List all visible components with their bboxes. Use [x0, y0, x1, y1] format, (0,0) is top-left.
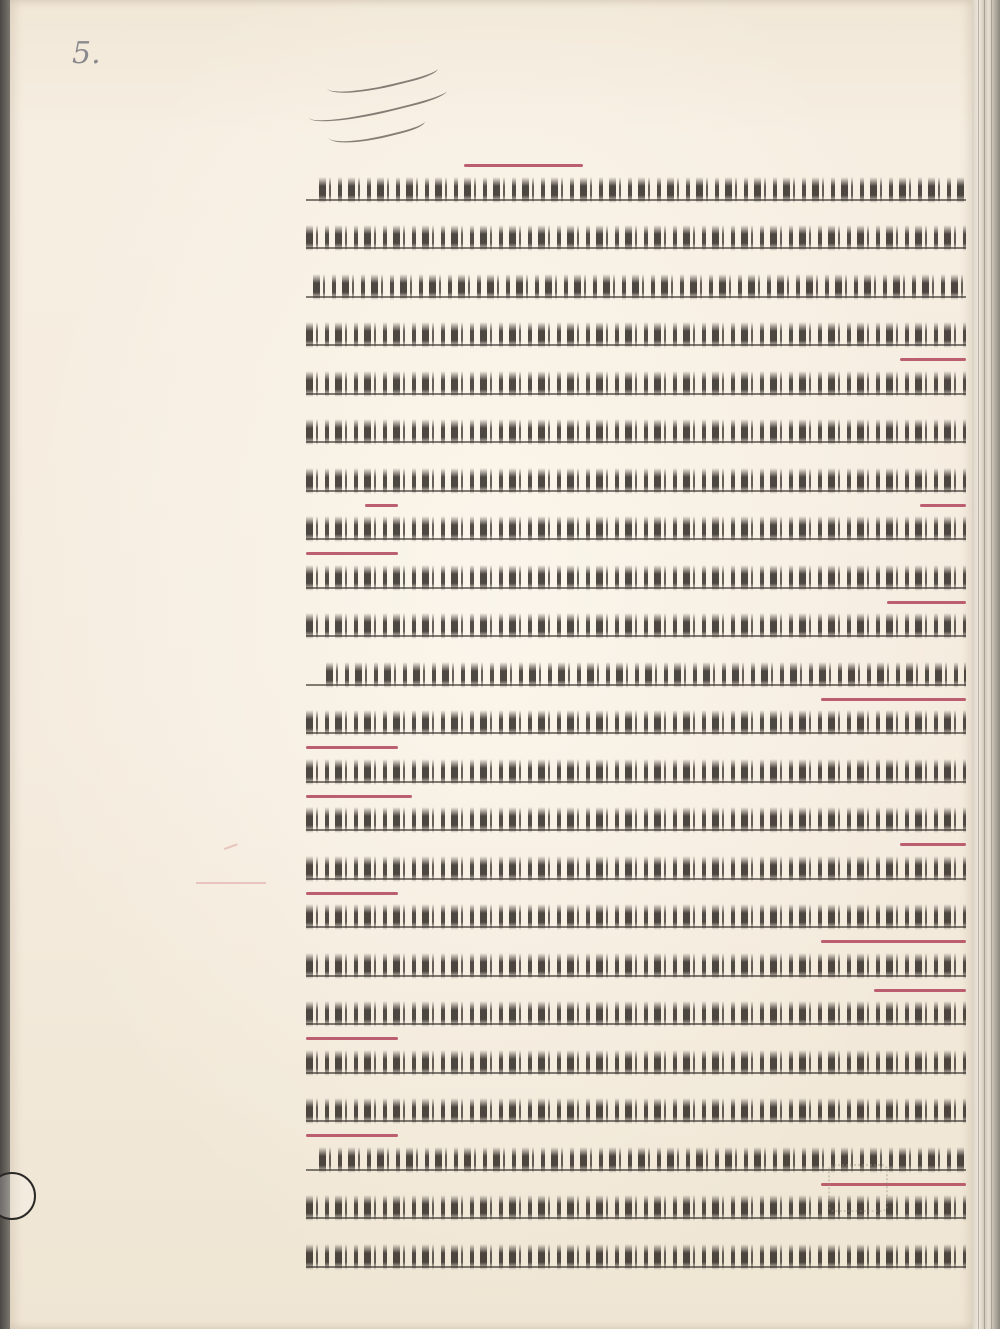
ink-baseline — [306, 684, 966, 686]
manuscript-line — [306, 888, 966, 937]
ink-baseline — [306, 247, 966, 249]
faded-stamp — [828, 1164, 888, 1212]
rubric-overline — [306, 1134, 398, 1137]
ink-baseline — [306, 441, 966, 443]
rubric-overline — [464, 164, 583, 167]
rubric-overline — [306, 892, 398, 895]
manuscript-line — [306, 403, 966, 452]
ink-baseline — [306, 781, 966, 783]
manuscript-line — [306, 1033, 966, 1082]
ink-baseline — [306, 975, 966, 977]
rubric-overline — [900, 843, 966, 846]
manuscript-line — [306, 936, 966, 985]
rubric-overline — [306, 552, 398, 555]
manuscript-page — [10, 0, 977, 1329]
margin-note-mark — [220, 834, 237, 850]
manuscript-line — [306, 548, 966, 597]
rubric-overline — [874, 989, 966, 992]
manuscript-line — [306, 160, 966, 209]
manuscript-line — [306, 257, 966, 306]
manuscript-line — [306, 451, 966, 500]
ink-baseline — [306, 732, 966, 734]
scan-backing-left — [0, 0, 10, 1329]
manuscript-line — [306, 694, 966, 743]
rubric-overline — [821, 940, 966, 943]
manuscript-line — [306, 1227, 966, 1276]
ink-baseline — [306, 490, 966, 492]
ink-baseline — [306, 635, 966, 637]
rubric-overline — [306, 746, 398, 749]
ink-baseline — [306, 393, 966, 395]
rubric-overline — [900, 358, 966, 361]
ink-baseline — [306, 344, 966, 346]
faded-margin-note — [196, 858, 266, 884]
manuscript-line — [306, 645, 966, 694]
manuscript-line — [306, 354, 966, 403]
manuscript-line — [306, 1082, 966, 1131]
rubric-overline — [306, 1037, 398, 1040]
binding-hole — [0, 1172, 36, 1220]
ink-baseline — [306, 538, 966, 540]
folio-number: 5. — [72, 36, 101, 71]
ink-baseline — [306, 296, 966, 298]
ink-baseline — [306, 1023, 966, 1025]
manuscript-line — [306, 500, 966, 549]
ink-baseline — [306, 1217, 966, 1219]
manuscript-line — [306, 985, 966, 1034]
manuscript-text-block — [306, 160, 966, 1276]
rubric-overline — [887, 601, 966, 604]
rubric-overline — [920, 504, 966, 507]
manuscript-line — [306, 597, 966, 646]
manuscript-line — [306, 791, 966, 840]
manuscript-line — [306, 839, 966, 888]
rubric-overline — [821, 698, 966, 701]
rubric-overline — [306, 795, 412, 798]
ink-baseline — [306, 1072, 966, 1074]
manuscript-line — [306, 306, 966, 355]
ink-baseline — [306, 926, 966, 928]
ink-baseline — [306, 1120, 966, 1122]
ink-baseline — [306, 199, 966, 201]
next-leaves-edge — [972, 0, 1000, 1329]
manuscript-line — [306, 742, 966, 791]
ink-baseline — [306, 829, 966, 831]
ink-baseline — [306, 878, 966, 880]
manuscript-line — [306, 209, 966, 258]
top-gloss-handwriting — [300, 50, 459, 177]
ink-baseline — [306, 587, 966, 589]
rubric-overline — [365, 504, 398, 507]
ink-baseline — [306, 1266, 966, 1268]
